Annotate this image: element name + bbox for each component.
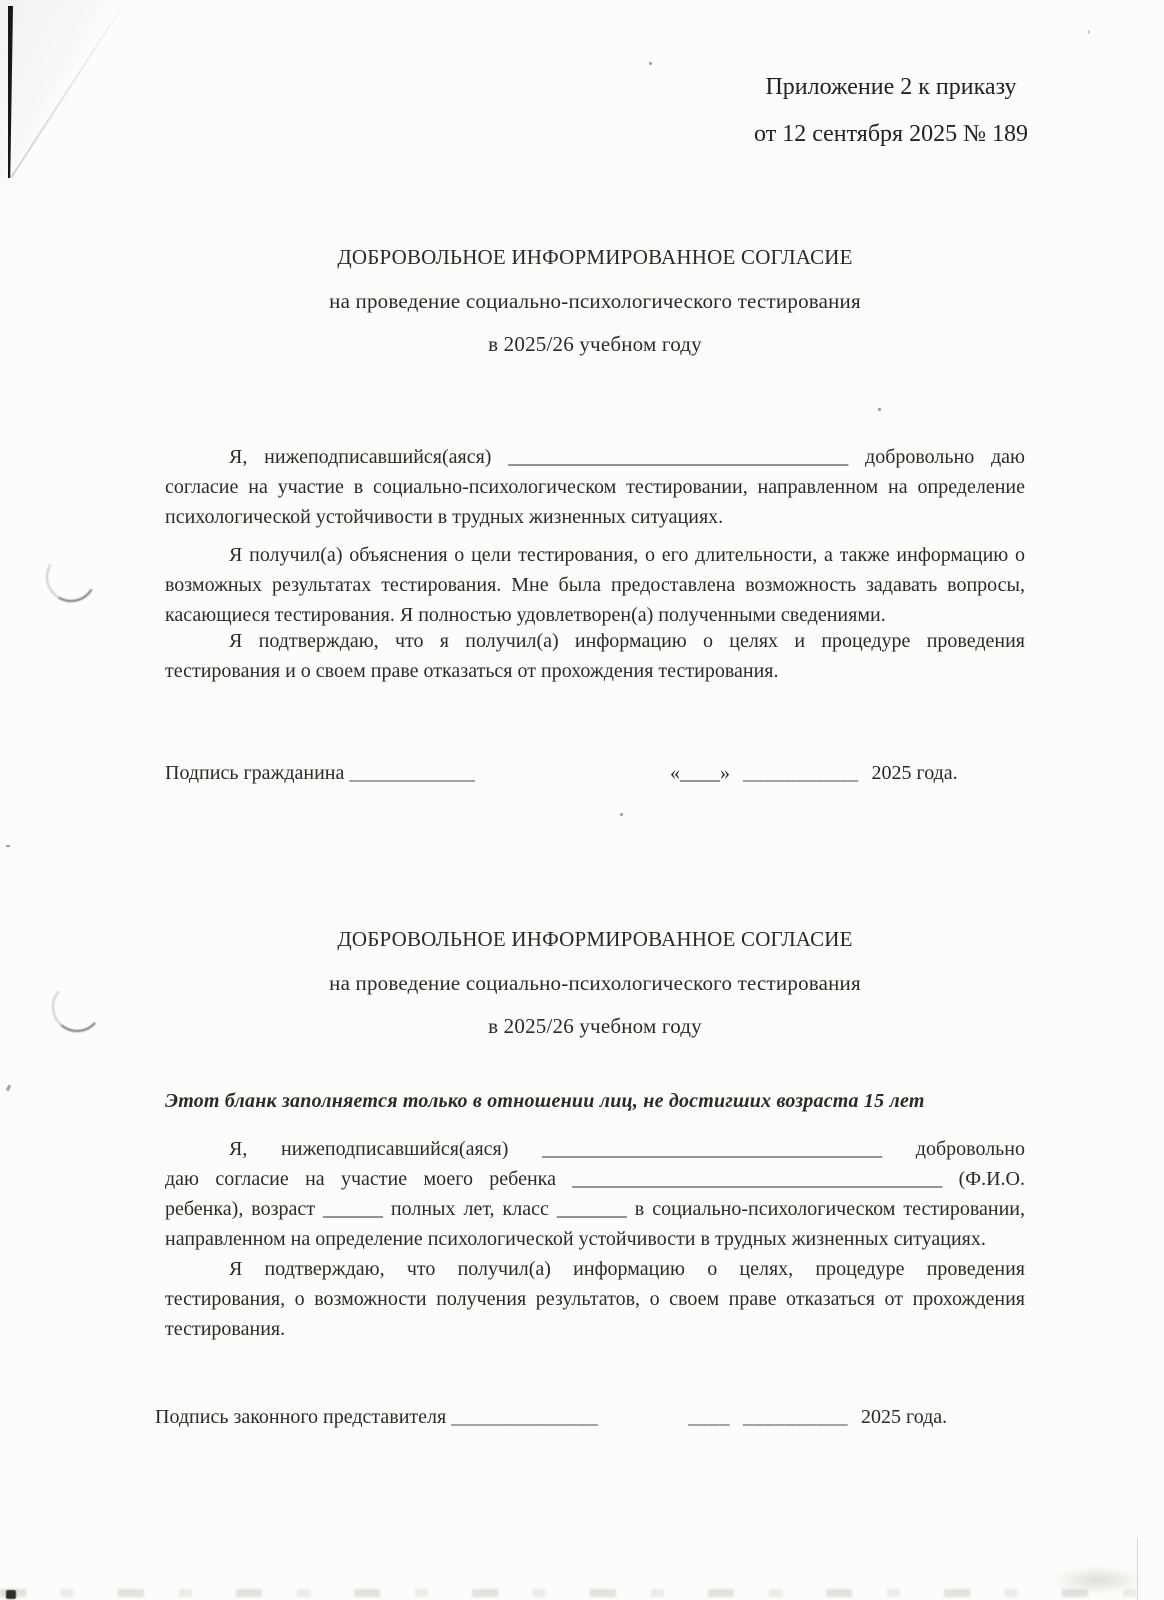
form1-title: [165, 236, 1025, 367]
citizen-date-group: [670, 762, 958, 785]
day-quote-blank: «____»: [670, 762, 730, 784]
edge-mark-artifact: [6, 1085, 11, 1092]
paragraph-line: тестирования.: [165, 1318, 286, 1340]
consent-title-line: ДОБРОВОЛЬНОЕ ИНФОРМИРОВАННОЕ СОГЛАСИЕ: [337, 245, 853, 269]
paragraph-line: Я, нижеподписавшийся(аяся) __________________________________ добровольно: [229, 1138, 1025, 1160]
signature-fill-in-blank: ______________: [451, 1406, 599, 1428]
day-fill-in-blank: ____: [688, 1406, 730, 1428]
citizen-signature-left: [165, 762, 475, 785]
form1-paragraph-explanations: [165, 540, 1025, 630]
corner-ink-dot-artifact: [6, 1590, 16, 1599]
signature-label: Подпись гражданина: [165, 762, 345, 784]
paragraph-line: тестирования, о возможности получения результатов, о своем праве отказаться от прохождения: [165, 1288, 1025, 1310]
signature-label: Подпись законного представителя: [155, 1406, 447, 1428]
paragraph-line: Я, нижеподписавшийся(аяся) __________________________________ добровольно даю: [229, 446, 1025, 468]
consent-subtitle-line: на проведение социально-психологического тестирования: [329, 970, 861, 995]
paragraph-line: психологической устойчивости в трудных жизненных ситуациях.: [165, 506, 724, 528]
form2-paragraph-consent: [165, 1134, 1025, 1254]
punch-hole-mark-artifact: [50, 980, 103, 1033]
appendix-number-line: Приложение 2 к приказу: [765, 74, 1017, 100]
form2-paragraph-confirmation: [165, 1254, 1025, 1344]
dust-speck-artifact: [649, 62, 652, 65]
form1-paragraph-consent: [165, 442, 1025, 532]
consent-title-line: ДОБРОВОЛЬНОЕ ИНФОРМИРОВАННОЕ СОГЛАСИЕ: [337, 927, 853, 951]
paragraph-line: ребенка), возраст ______ полных лет, класс _______ в социально-психологическом тестировании,: [165, 1198, 1025, 1220]
punch-hole-mark-artifact: [41, 547, 102, 608]
consent-subtitle-line: на проведение социально-психологического тестирования: [329, 288, 861, 313]
month-fill-in-blank: __________: [743, 1406, 848, 1428]
dust-speck-artifact: [1088, 30, 1090, 34]
form2-title: [165, 918, 1025, 1049]
year-label: 2025 года.: [861, 1406, 948, 1428]
representative-signature-left: [155, 1406, 598, 1429]
paragraph-line: направленном на определение психологической устойчивости в трудных жизненных ситуациях.: [165, 1228, 986, 1250]
paragraph-line: Я подтверждаю, что я получил(а) информацию о целях и процедуре проведения: [229, 630, 1025, 652]
order-date-line: от 12 сентября 2025 № 189: [754, 121, 1028, 147]
form1-paragraph-confirmation: [165, 626, 1025, 686]
month-fill-in-blank: ___________: [743, 762, 859, 784]
paragraph-line: согласие на участие в социально-психологическом тестировании, направленном на определение: [165, 476, 1025, 498]
folded-corner-crease-artifact: [11, 9, 122, 178]
right-edge-line-artifact: [1137, 1538, 1138, 1600]
paragraph-line: Я получил(а) объяснения о цели тестирования, о его длительности, а также информацию о: [229, 544, 1025, 566]
year-label: 2025 года.: [871, 762, 958, 784]
paragraph-line: касающиеся тестирования. Я полностью удовлетворен(а) полученными сведениями.: [165, 604, 886, 626]
legal-representative-signature-row: [155, 1406, 1035, 1438]
signature-fill-in-blank: ____________: [349, 762, 476, 784]
paragraph-line: даю согласие на участие моего ребенка _____________________________________ (Ф.И.О.: [165, 1168, 1025, 1190]
citizen-signature-row: [165, 762, 1025, 794]
edge-mark-artifact: [6, 845, 10, 847]
scanner-noise-strip-artifact: [0, 1589, 1164, 1597]
representative-date-group: [688, 1406, 947, 1429]
paragraph-line: Я подтверждаю, что получил(а) информацию о целях, процедуре проведения: [229, 1258, 1025, 1280]
bottom-right-smudge-artifact: [1051, 1566, 1146, 1594]
under-15-note: Этот бланк заполняется только в отношении лиц, не достигших возраста 15 лет: [165, 1090, 925, 1112]
paragraph-line: тестирования и о своем праве отказаться от прохождения тестирования.: [165, 660, 779, 682]
appendix-header: [754, 64, 1028, 158]
dust-speck-artifact: [620, 813, 623, 816]
consent-year-line: в 2025/26 учебном году: [488, 332, 702, 356]
dust-speck-artifact: [878, 408, 881, 411]
page-edge-line-artifact: [8, 6, 13, 178]
consent-year-line: в 2025/26 учебном году: [488, 1014, 702, 1038]
paragraph-line: возможных результатах тестирования. Мне была предоставлена возможность задавать вопросы,: [165, 574, 1025, 596]
